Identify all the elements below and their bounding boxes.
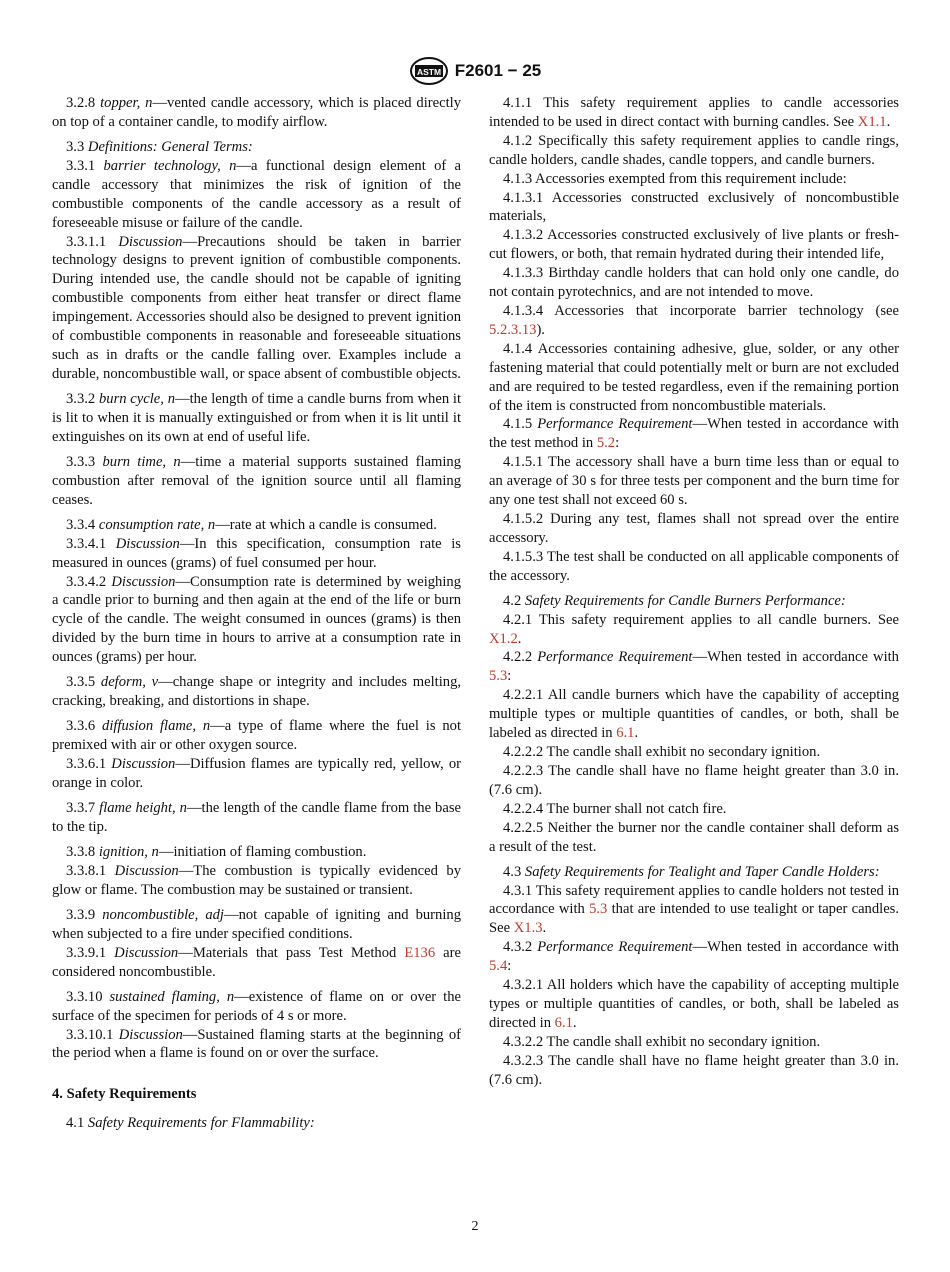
definition-3-3-2: 3.3.2 burn cycle, n—the length of time a candle burns from when it is lit to when it is manually extinguished or from when it is lit until it extinguishes on its own at end of useful life.	[52, 390, 462, 445]
clause-4-2-2-5: 4.2.2.5 Neither the burner nor the candle container shall deform as a result of the test.	[489, 819, 899, 855]
definition-3-3-7: 3.3.7 flame height, n—the length of the candle flame from the base to the tip.	[52, 800, 461, 835]
clause-4-3-2-2: 4.3.2.2 The candle shall exhibit no secondary ignition.	[503, 1033, 821, 1050]
clause-4-3-2-3: 4.3.2.3 The candle shall have no flame height greater than 3.0 in. (7.6 cm).	[489, 1052, 900, 1088]
ref-link-5-3[interactable]: 5.3	[489, 668, 508, 685]
clause-4-1-2: 4.1.2 Specifically this safety requirement applies to candle rings, candle holders, candle shades, candle toppers, and candle burners.	[489, 132, 899, 168]
definition-3-3-9: 3.3.9 noncombustible, adj—not capable of igniting and burning when subjected to a fire under specified conditions.	[52, 906, 461, 942]
left-column	[52, 94, 461, 1133]
ref-link-x1-1[interactable]: X1.1	[857, 113, 887, 130]
ref-link-6-1[interactable]: 6.1	[616, 725, 635, 742]
subsection-4-2: 4.2 Safety Requirements for Candle Burners Performance:	[503, 592, 846, 609]
clause-4-1-5: 4.1.5 Performance Requirement—When tested in accordance with the test method in 5.2:	[489, 416, 899, 452]
clause-4-1-3: 4.1.3 Accessories exempted from this requirement include:	[503, 170, 847, 187]
ref-link-6-1b[interactable]: 6.1	[554, 1014, 573, 1031]
ref-link-x1-3[interactable]: X1.3	[513, 920, 543, 937]
definition-3-2-8: 3.2.8 topper, n—vented candle accessory, which is placed directly on top of a container candle, to modify airflow.	[52, 95, 461, 130]
clause-4-2-2: 4.2.2 Performance Requirement—When tested in accordance with 5.3:	[489, 649, 899, 685]
clause-4-1-5-3: 4.1.5.3 The test shall be conducted on all applicable components of the accessory.	[489, 548, 899, 584]
definition-3-3-4: 3.3.4 consumption rate, n—rate at which a candle is consumed.	[66, 516, 437, 533]
clause-4-1-5-2: 4.1.5.2 During any test, flames shall not spread over the entire accessory.	[489, 510, 899, 546]
ref-link-x1-2[interactable]: X1.2	[489, 630, 518, 647]
clause-4-2-2-4: 4.2.2.4 The burner shall not catch fire.	[503, 800, 727, 817]
clause-4-3-1: 4.3.1 This safety requirement applies to candle holders not tested in accordance with 5.3 that are intended to use tealight or taper candles. See X1.3.	[489, 882, 899, 937]
definition-3-3-3: 3.3.3 burn time, n—time a material supports sustained flaming combustion after removal of the ignition source until all flaming ceases.	[52, 453, 461, 508]
definition-3-3-6: 3.3.6 diffusion flame, n—a type of flame where the fuel is not premixed with air or other oxygen source.	[52, 718, 461, 754]
discussion-3-3-4-1: 3.3.4.1 Discussion—In this specification, consumption rate is measured in ounces (grams) of fuel consumed per hour.	[52, 535, 461, 571]
discussion-3-3-6-1: 3.3.6.1 Discussion—Diffusion flames are typically red, yellow, or orange in color.	[52, 756, 462, 791]
definition-3-3-1: 3.3.1 barrier technology, n—a functional design element of a candle accessory that minimizes the risk of ignition of the combustible components of the candle accessory as a result of foreseeable misuse or failure of the candle.	[52, 157, 461, 231]
ref-link-5-2-3-13[interactable]: 5.2.3.13	[489, 321, 537, 338]
discussion-3-3-10-1: 3.3.10.1 Discussion—Sustained flaming starts at the beginning of the period when a flame is found on or over the surface.	[52, 1026, 461, 1062]
clause-4-1-3-4: 4.1.3.4 Accessories that incorporate barrier technology (see 5.2.3.13).	[489, 302, 900, 338]
subsection-4-3: 4.3 Safety Requirements for Tealight and Taper Candle Holders:	[503, 863, 880, 880]
clause-4-2-2-2: 4.2.2.2 The candle shall exhibit no secondary ignition.	[503, 744, 821, 760]
right-column	[489, 94, 899, 1090]
document-designation: F2601 − 25	[454, 61, 542, 80]
ref-link-5-4[interactable]: 5.4	[489, 958, 508, 975]
clause-4-1-3-1: 4.1.3.1 Accessories constructed exclusively of noncombustible materials,	[489, 189, 899, 225]
clause-4-2-2-3: 4.2.2.3 The candle shall have no flame height greater than 3.0 in. (7.6 cm).	[489, 762, 900, 798]
definition-3-3-5: 3.3.5 deform, v—change shape or integrity and includes melting, cracking, breaking, and distortions in shape.	[52, 674, 462, 710]
section-heading-4: 4. Safety Requirements	[52, 1086, 197, 1103]
clause-4-1-3-3: 4.1.3.3 Birthday candle holders that can hold only one candle, do not contain pyrotechnics, and are not intended to move.	[489, 265, 899, 301]
subsection-3-3: 3.3 Definitions: General Terms:	[66, 139, 253, 155]
page-header	[0, 56, 950, 86]
ref-link-5-2[interactable]: 5.2	[596, 435, 616, 452]
ref-link-e136[interactable]: E136	[404, 944, 436, 961]
discussion-3-3-1-1: 3.3.1.1 Discussion—Precautions should be taken in barrier technology designs to prevent ignition of combustible components. During intended use, the candle should not be capable of igniting combustible components from either heat transfer or direct flame impingement. Accessories should also be designed to prevent ignition of combustible components in reasonable and foreseeable situations such as in drafts or the candle falling over. Examples include a durable, noncombustible wall, or space absent of combustible objects.	[52, 233, 461, 382]
clause-4-1-1: 4.1.1 This safety requirement applies to candle accessories intended to be used in direct contact with burning candles. See X1.1.	[489, 95, 899, 130]
discussion-3-3-8-1: 3.3.8.1 Discussion—The combustion is typically evidenced by glow or flame. The combustion may be sustained or transient.	[52, 862, 461, 898]
clause-4-3-2: 4.3.2 Performance Requirement—When tested in accordance with 5.4:	[489, 939, 899, 975]
subsection-4-1: 4.1 Safety Requirements for Flammability:	[66, 1115, 315, 1132]
clause-4-1-3-2: 4.1.3.2 Accessories constructed exclusively of live plants or fresh-cut flowers, or both, that remain hydrated during their intended life,	[489, 227, 900, 263]
clause-4-2-2-1: 4.2.2.1 All candle burners which have the capability of accepting multiple types or multiple quantities of candles, or both, shall be labeled as directed in 6.1.	[489, 687, 899, 742]
discussion-3-3-4-2: 3.3.4.2 Discussion—Consumption rate is determined by weighing a candle prior to burning and then again at the end of the life or burn cycle of the candle. The weight consumed in ounces (grams) is then divided by the burn time in hours to arrive at a consumption rate in ounces (grams) per hour.	[52, 573, 461, 666]
page-number: 2	[471, 1219, 479, 1234]
ref-link-5-3b[interactable]: 5.3	[589, 901, 608, 918]
discussion-3-3-9-1: 3.3.9.1 Discussion—Materials that pass Test Method E136 are considered noncombustible.	[52, 944, 461, 980]
clause-4-2-1: 4.2.1 This safety requirement applies to all candle burners. See X1.2.	[489, 611, 899, 647]
astm-logo-text: ASTM	[416, 67, 441, 77]
definition-3-3-8: 3.3.8 ignition, n—initiation of flaming combustion.	[66, 844, 367, 861]
astm-logo	[409, 56, 449, 86]
definition-3-3-10: 3.3.10 sustained flaming, n—existence of flame on or over the surface of the specimen for periods of 4 s or more.	[52, 988, 461, 1024]
clause-4-3-2-1: 4.3.2.1 All holders which have the capability of accepting multiple types or multiple quantities of candles, or both, shall be labeled as directed in 6.1.	[489, 977, 900, 1031]
clause-4-1-5-1: 4.1.5.1 The accessory shall have a burn time less than or equal to an average of 30 s for three tests per component and the burn time for any one test shall not exceed 60 s.	[489, 454, 899, 509]
clause-4-1-4: 4.1.4 Accessories containing adhesive, glue, solder, or any other fastening material that could potentially melt or burn are not excluded and are required to be tested regardless, even if the remaining portion of the item is constructed from noncombustible materials.	[489, 340, 900, 414]
